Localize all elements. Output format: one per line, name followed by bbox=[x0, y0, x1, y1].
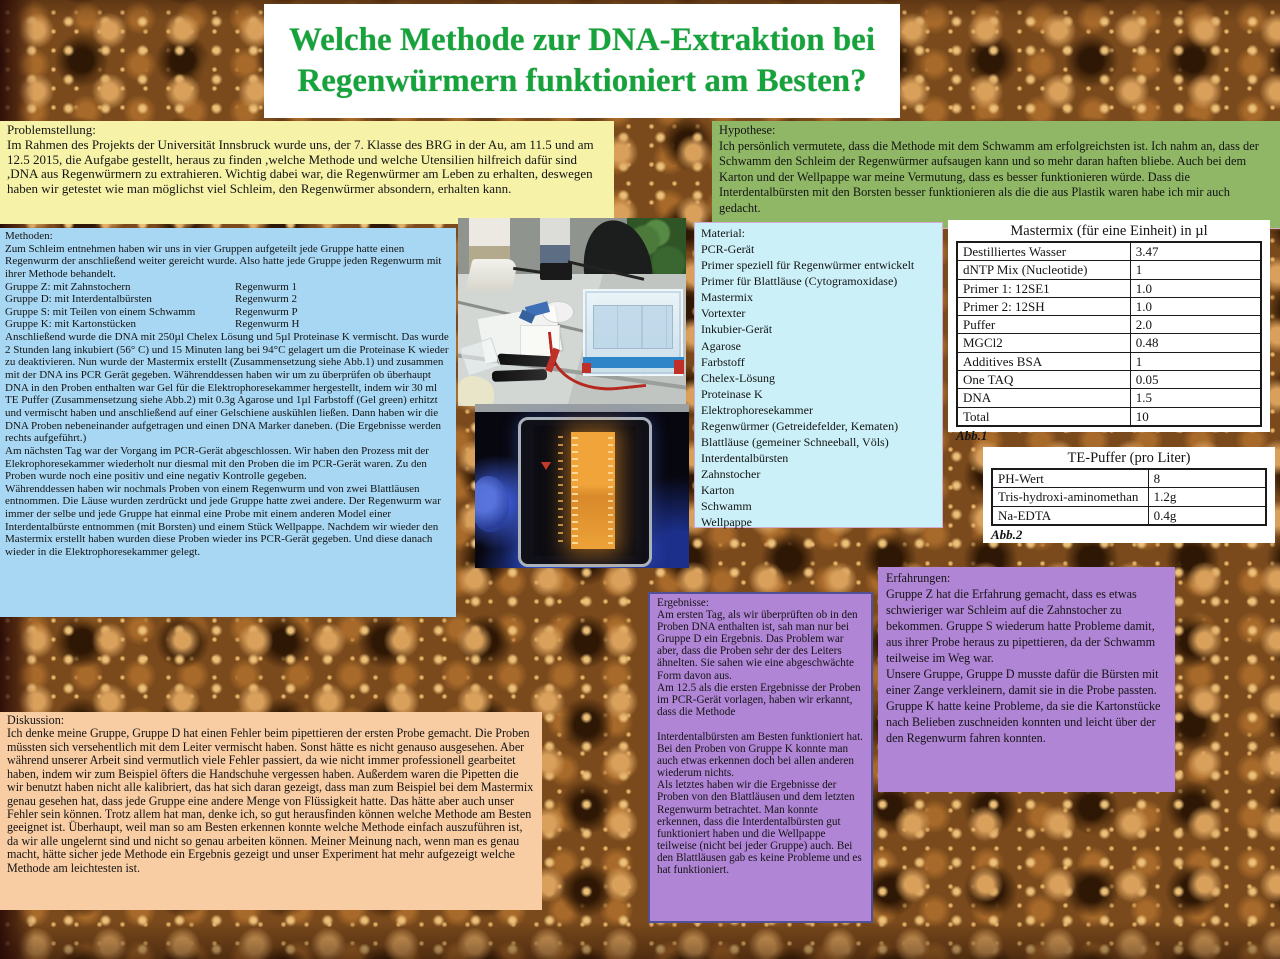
section-heading: Methoden: bbox=[5, 230, 53, 242]
material-item: Blattläuse (gemeiner Schneeball, Völs) bbox=[701, 435, 889, 450]
dna-bands bbox=[608, 437, 613, 545]
electrode-cap bbox=[674, 360, 684, 374]
material-item: Zahnstocher bbox=[701, 467, 761, 482]
methoden-paragraph: Anschließend wurde die DNA mit 250µl Chelex Lösung und 5µl Proteinase K vermischt. Das wurde 2 Stunden lang inkubiert (56° C) und 15 Minuten lang bei 94°C gelagert um die Proteinase K wieder zu deaktivieren. Nun wurde der Mastermix erstellt (Zusammensetzung siehe Abb.1) und zusammen mit der DNA ins PCR Gerät gegeben. Währenddessen haben wir um zu überprüfen ob überhaupt DNA in den Proben enthalten war Gel für die Elektrophoresekammer hergestellt, indem wir 30 ml TE Puffer (Zusammensetzung siehe Abb.2) mit 0.3g Agarose und 1µl Farbstoff (Gel green) erhitzt und vermischt haben und anschließend auf einer Gelschiene auskühlen ließen. Dann haben wir die DNA Proben nebeneinander aufgetragen und einen DNA Marker daneben. (Die Ergebnisse werden rechts aufgeführt.) bbox=[5, 331, 449, 445]
material-item: Regenwürmer (Getreidefelder, Kematen) bbox=[701, 418, 899, 433]
section-body: Im Rahmen des Projekts der Universität Innsbruck wurde uns, der 7. Klasse des BRG in der Au, am 11.5 und am 12.5 2015, die Aufgabe gestellt, heraus zu finden ,welche Methode und welche Utensilien hilfreich dafür sind ,DNA aus Regenwürmern zu extrahieren. Wichtig dabei war, die Regenwürmer am Leben zu erhalten, deswegen haben wir getestet wie man möglichst viel Schleim, den Regenwürmer absondern, erhalten kann. bbox=[7, 136, 594, 197]
section-hypothese bbox=[712, 121, 1280, 229]
table-row bbox=[957, 261, 1261, 279]
power-supply bbox=[466, 259, 518, 291]
worm-label: Regenwurm 1 bbox=[235, 280, 298, 293]
material-item: Interdentalbürsten bbox=[701, 451, 789, 466]
table-title: Mastermix (für eine Einheit) in µl bbox=[1010, 223, 1208, 239]
material-item: Inkubier-Gerät bbox=[701, 322, 773, 337]
material-item: Wellpappe bbox=[701, 515, 753, 530]
red-marker bbox=[541, 462, 551, 470]
table-row bbox=[957, 407, 1261, 426]
ingredient-cell: Na-EDTA bbox=[992, 506, 1148, 525]
group-label: Gruppe K: mit Kartonstücken bbox=[5, 318, 137, 331]
material-item: Farbstoff bbox=[701, 354, 745, 369]
mastermix-table-card bbox=[948, 220, 1270, 444]
amount-cell: 1 bbox=[1130, 352, 1261, 370]
group-label: Gruppe Z: mit Zahnstochern bbox=[5, 280, 131, 293]
table-row bbox=[957, 316, 1261, 334]
material-item: Karton bbox=[701, 483, 735, 498]
poster-title-line1: Welche Methode zur DNA-Extraktion bei bbox=[289, 22, 875, 58]
figure-caption: Abb.1 bbox=[956, 428, 988, 444]
amount-cell: 1.0 bbox=[1130, 297, 1261, 315]
material-item: Schwamm bbox=[701, 499, 752, 514]
section-heading: Material: bbox=[701, 226, 745, 240]
ingredient-cell: Additives BSA bbox=[957, 352, 1130, 370]
section-ergebnisse bbox=[648, 592, 873, 923]
group-row bbox=[5, 306, 451, 319]
agarose-gel bbox=[571, 432, 615, 549]
erfahrungen-paragraph: Gruppe K hatte keine Probleme, da sie die Kartonstücke nach Belieben zuschneiden konnten und leicht über der bbox=[886, 698, 1161, 729]
worm-label: Regenwurm 2 bbox=[235, 293, 298, 306]
table-row bbox=[957, 279, 1261, 297]
ingredient-cell: Primer 1: 12SE1 bbox=[957, 279, 1130, 297]
material-item: Proteinase K bbox=[701, 386, 763, 401]
ingredient-cell: PH-Wert bbox=[992, 469, 1148, 488]
ingredient-cell: Tris-hydroxi-aminomethan bbox=[992, 488, 1148, 506]
dna-bands bbox=[572, 437, 577, 545]
material-item: Chelex-Lösung bbox=[701, 370, 775, 385]
material-item: Vortexter bbox=[701, 306, 746, 321]
amount-cell: 1.2g bbox=[1148, 488, 1266, 506]
amount-cell: 1.5 bbox=[1130, 389, 1261, 407]
ergebnisse-paragraph: Als letztes haben wir die Ergebnisse der Proben von den Blattläusen und dem letzten Regenwurm betrachtet. Man konnte erkennen, dass die Interdentalbürsten gut funktioniert haben und die Wellpappe teilweise (nicht bei jeder Gruppe) auch. Bei den Blattläusen gab es keine Probleme und es hat funktioniert. bbox=[657, 779, 862, 876]
te-puffer-table-card bbox=[983, 447, 1275, 543]
methoden-intro: Zum Schleim entnehmen haben wir uns in vier Gruppen aufgeteilt jede Gruppe hatte einen Regenwurm der anschließend weiter gereicht wurde. Also hatte jede Gruppe jeden Regenwurm mit ihrer Methode behandelt. bbox=[5, 242, 442, 280]
section-heading: Hypothese: bbox=[719, 123, 776, 137]
pipette-tip-box bbox=[540, 263, 572, 280]
section-erfahrungen bbox=[878, 567, 1175, 792]
ergebnisse-paragraph: Am ersten Tag, als wir überprüften ob in den Proben DNA enthalten ist, sah man nur bei Gruppe D ein Ergebnis. Das Problem war aber, dass die Proben sehr der des Leiters ähnelten. Sie sahen wie eine abgeschwächte Form davon aus. bbox=[657, 609, 858, 682]
ingredient-cell: MGCl2 bbox=[957, 334, 1130, 352]
material-item: Primer für Blattläuse (Cytogramoxidase) bbox=[701, 274, 898, 289]
figure-caption: Abb.2 bbox=[991, 526, 1023, 542]
erfahrungen-paragraph: Gruppe Z hat die Erfahrung gemacht, dass es etwas schwieriger war Schleim auf die Zahnstocher zu bekommen. Gruppe S wiederum hatte Probleme damit, aus ihrer Probe heraus zu pipettieren, da der Schwamm teilweise im Weg war. bbox=[886, 586, 1156, 665]
table-row bbox=[957, 242, 1261, 261]
ingredient-cell: Primer 2: 12SH bbox=[957, 297, 1130, 315]
material-item: Elektrophoresekammer bbox=[701, 402, 813, 417]
poster-title-line2: Regenwürmern funktioniert am Besten? bbox=[297, 63, 867, 99]
section-diskussion bbox=[0, 712, 542, 910]
ingredient-cell: dNTP Mix (Nucleotide) bbox=[957, 261, 1130, 279]
photo-gel-uv bbox=[475, 404, 689, 568]
amount-cell: 0.48 bbox=[1130, 334, 1261, 352]
section-heading: Erfahrungen: bbox=[886, 571, 951, 585]
section-heading: Diskussion: bbox=[7, 713, 65, 727]
poster-title bbox=[264, 4, 900, 118]
table-title: TE-Puffer (pro Liter) bbox=[1067, 450, 1191, 466]
table-row bbox=[957, 371, 1261, 389]
section-problemstellung bbox=[0, 121, 614, 224]
table-row bbox=[957, 297, 1261, 315]
section-material bbox=[694, 222, 943, 528]
table-edge bbox=[475, 404, 689, 412]
person-figure bbox=[540, 218, 570, 267]
section-body: Ich persönlich vermutete, dass die Methode mit dem Schwamm am erfolgreichsten ist. Ich nahm an, dass der Schwamm den Schleim der Regenwürmer aufsaugen kann und so mehr daran haften bliebe. Auch bei dem Karton und der Wellpappe war meine Vermutung, dass es besser funktionieren würde. Dass die Interdentalbürsten mit den Borsten besser funktionieren als die die aus Plastik waren habe ich mir auch gedacht. bbox=[719, 138, 1259, 215]
material-item: Primer speziell für Regenwürmer entwickelt bbox=[701, 258, 915, 273]
methoden-paragraph: Währenddessen haben wir nochmals Proben von einem Regenwurm und von zwei Blattläusen entnommen. Die Läuse wurden zerdrückt und jede Gruppe hatte zwei andere. Der Regenwurm war immer der selbe und jede Gruppe hat einmal eine Probe mit einem anderen Model einer Interdentalbürste entnommen (mit Borsten) und einem Stück Wellpappe. Nachdem wir wieder den Mastermix erstellt haben wurden diese Proben wieder ins PCR-Gerät gegeben. Und diese danach wieder in die Elektrophoresekammer gelegt. bbox=[5, 482, 441, 559]
viewer-screen bbox=[534, 426, 637, 556]
amount-cell: 8 bbox=[1148, 469, 1266, 488]
section-heading: Problemstellung: bbox=[7, 122, 96, 137]
table-row bbox=[992, 488, 1266, 506]
worm-label: Regenwurm P bbox=[235, 305, 298, 318]
ingredient-cell: DNA bbox=[957, 389, 1130, 407]
ergebnisse-paragraph: Interdentalbürsten am Besten funktioniert hat. Bei den Proben von Gruppe K konnte man auch etwas erkennen doch bei allen anderen wiederum nichts. bbox=[657, 730, 863, 780]
amount-cell: 1 bbox=[1130, 261, 1261, 279]
amount-cell: 1.0 bbox=[1130, 279, 1261, 297]
material-item: PCR-Gerät bbox=[701, 242, 755, 257]
amount-cell: 2.0 bbox=[1130, 316, 1261, 334]
group-label: Gruppe D: mit Interdentalbürsten bbox=[5, 293, 152, 306]
section-heading: Ergebnisse: bbox=[657, 597, 709, 609]
worm-label: Regenwurm H bbox=[235, 318, 300, 331]
amount-cell: 3.47 bbox=[1130, 242, 1261, 261]
table-row bbox=[957, 352, 1261, 370]
group-row bbox=[5, 293, 451, 306]
ingredient-cell: Total bbox=[957, 407, 1130, 426]
ingredient-cell: One TAQ bbox=[957, 371, 1130, 389]
group-row bbox=[5, 318, 451, 331]
table-row bbox=[992, 469, 1266, 488]
erfahrungen-paragraph: den Regenwurm fahren konnten. bbox=[886, 730, 1046, 745]
section-methoden bbox=[0, 228, 456, 617]
group-row bbox=[5, 281, 451, 294]
ergebnisse-paragraph: Am 12.5 als die ersten Ergebnisse der Proben im PCR-Gerät vorlagen, haben wir erkannt, dass die Methode bbox=[657, 681, 861, 718]
te-puffer-table bbox=[991, 468, 1267, 526]
methoden-paragraph: Am nächsten Tag war der Vorgang im PCR-Gerät abgeschlossen. Wir haben den Prozess mit der Elekrophoresekammer wiederholt nur diesmal mit den Proben die im PCR-Gerät waren. Zu den Proben wurde noch eine positiv und eine negativ Kontrolle gegeben. bbox=[5, 444, 429, 483]
table-row bbox=[992, 506, 1266, 525]
amount-cell: 0.4g bbox=[1148, 506, 1266, 525]
ingredient-cell: Destilliertes Wasser bbox=[957, 242, 1130, 261]
hand bbox=[475, 476, 509, 532]
ingredient-cell: Puffer bbox=[957, 316, 1130, 334]
photo-lab-bench bbox=[458, 218, 686, 406]
gel-viewer-device bbox=[518, 417, 652, 567]
group-label: Gruppe S: mit Teilen von einem Schwamm bbox=[5, 305, 196, 318]
dna-ladder-lane bbox=[558, 436, 563, 545]
table-row bbox=[957, 334, 1261, 352]
section-body: Ich denke meine Gruppe, Gruppe D hat einen Fehler beim pipettieren der ersten Probe gemacht. Die Proben müssten sich versehentlich mit dem Leiter vermischt haben. Sonst hätte es nicht genauso ausgesehen. Aber während unserer Arbeit sind vermutlich viele Fehler passiert, da wie nicht immer professionell gearbeitet haben, indem wir zum Beispiel öfters die Handschuhe vergessen haben. Außerdem waren die Pipetten die wir benutzt haben nicht alle kalibriert, das hat sich daran gezeigt, dass man zum Beispiel bei dem Mastermix genau gesehen hat, dass jede Gruppe eine andere Menge von Flüssigkeit hatte. Das hätte aber auch unser Fehler sein können. Trotz allem hat man, denke ich, so gut herausfinden können welche Methode am Besten geeignet ist. Überhaupt, weil man so am Besten erkennen konnte welche Methode einfach auszuführen ist, da wir alle ungelernt sind und nicht so genau arbeiten können. Meiner Meinung nach, wenn man es genau macht, hätte sicher jede Methode ein Ergebnis gezeigt und unser Experiment hat mehr aufgezeigt welche Methode am leichtesten ist. bbox=[7, 726, 534, 875]
amount-cell: 10 bbox=[1130, 407, 1261, 426]
material-item: Agarose bbox=[701, 338, 741, 353]
mastermix-table bbox=[956, 241, 1262, 427]
table-row bbox=[957, 389, 1261, 407]
erfahrungen-paragraph: Unsere Gruppe, Gruppe D musste dafür die Bürsten mit einer Zange verkleinern, damit sie in die Probe passten. bbox=[886, 666, 1159, 697]
amount-cell: 0.05 bbox=[1130, 371, 1261, 389]
material-item: Mastermix bbox=[701, 290, 753, 305]
